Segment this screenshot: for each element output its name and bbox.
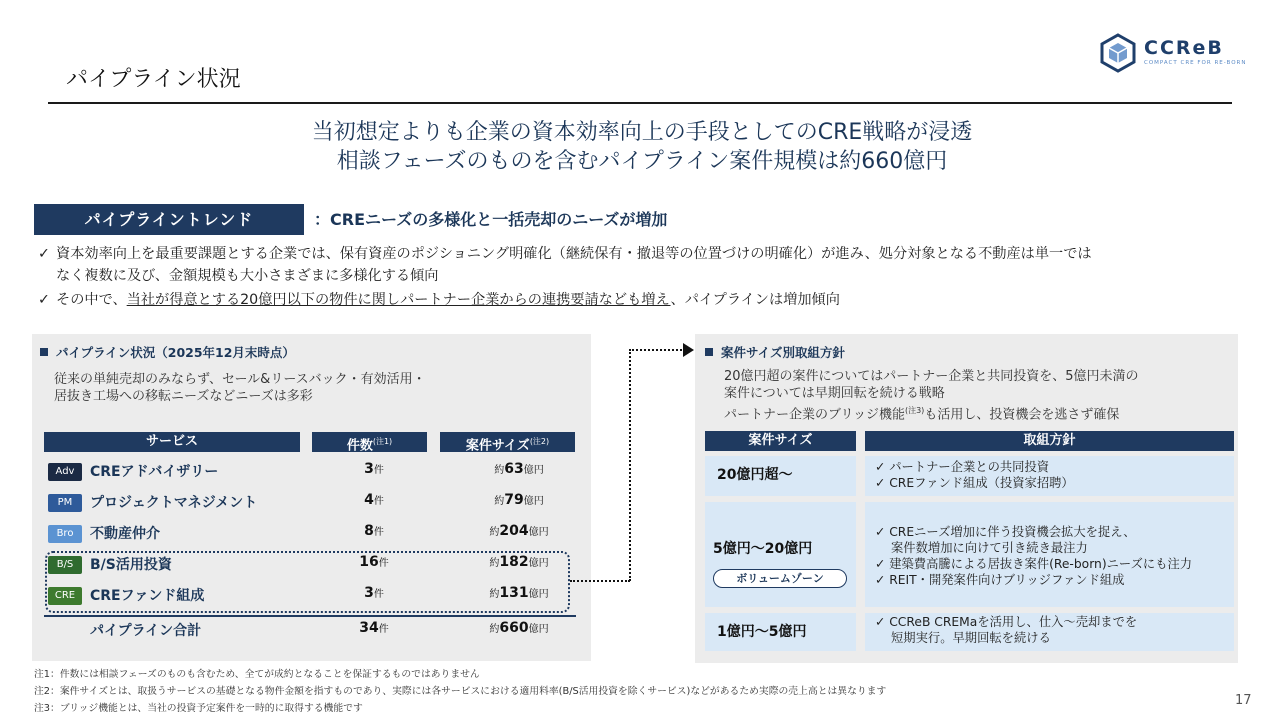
page-title: パイプライン状況 <box>66 67 241 92</box>
size-cell-mid: 5億円〜20億円 <box>705 502 856 607</box>
pipeline-desc-line-2: 居抜き工場への移転ニーズなどニーズは多彩 <box>54 389 313 404</box>
cube-icon <box>1100 33 1136 73</box>
footnote-1: 注1：件数には相談フェーズのものも含むため、全てが成約となることを保証するものではありません <box>34 669 480 680</box>
header-service: サービス <box>44 432 300 452</box>
arrow-right-icon <box>683 343 694 357</box>
logo-subtitle: COMPACT CRE FOR RE-BORN <box>1144 60 1247 66</box>
case-count: 3件 <box>364 585 384 601</box>
policy-cell-mid: ✓ CREニーズ増加に伴う投資機会拡大を捉え、 案件数増加に向けて引き続き最注力 ✓ 建築費高騰による居抜き案件(Re-born)ニーズにも注力 ✓ REIT・開発案件向けブリッジファンド組成 <box>865 502 1234 607</box>
connector-line <box>629 349 631 581</box>
service-badge: CRE <box>48 587 82 605</box>
check-icon: ✓ <box>38 292 50 308</box>
policy-desc-line-1: 20億円超の案件についてはパートナー企業と共同投資を、5億円未満の <box>724 369 1139 384</box>
highlight-dotted-box <box>45 551 570 613</box>
case-size: 約79億円 <box>494 492 544 508</box>
case-size: 約131億円 <box>489 585 549 601</box>
case-size: 約63億円 <box>494 461 544 477</box>
headline-line-1: 当初想定よりも企業の資本効率向上の手段としてのCRE戦略が浸透 <box>311 120 973 145</box>
case-size: 約182億円 <box>489 554 549 570</box>
trend-bullet-2-suffix: 、パイプラインは増加傾向 <box>670 292 840 308</box>
company-logo <box>1100 33 1247 73</box>
title-divider <box>48 102 1232 104</box>
pipeline-row <box>44 458 576 488</box>
policy-cell-small: ✓ CCReB CREMaを活用し、仕入〜売却までを 短期実行。早期回転を続ける <box>865 613 1234 651</box>
policy-desc-line-3: パートナー企業のブリッジ機能$^{(注3)}$も活用し、投資機会を逃さず確保 <box>724 406 1120 423</box>
trend-title: ：CREニーズの多様化と一括売却のニーズが増加 <box>314 210 668 229</box>
case-count: 3件 <box>364 461 384 477</box>
total-count: 34件 <box>359 620 389 636</box>
pipeline-total-row <box>44 617 576 647</box>
headline <box>0 118 1280 176</box>
service-name: CREファンド組成 <box>90 588 205 604</box>
footnote-3: 注3：ブリッジ機能とは、当社の投資予定案件を一時的に取得する機能です <box>34 703 363 714</box>
service-badge: Bro <box>48 525 82 543</box>
policy-cell-large: ✓ パートナー企業との共同投資 ✓ CREファンド組成（投資家招聘） <box>865 456 1234 496</box>
policy-desc-line-2: 案件については早期回転を続ける戦略 <box>724 386 945 401</box>
logo-text: CCReB <box>1144 37 1224 59</box>
check-icon: ✓ <box>38 246 50 262</box>
header-size: 案件サイズ$^{(注2)}$ <box>440 432 575 452</box>
header-policy: 取組方針 <box>865 431 1234 451</box>
pipeline-row <box>44 520 576 550</box>
service-name: CREアドバイザリー <box>90 464 219 480</box>
policy-description <box>724 368 1139 423</box>
pipeline-heading: パイプライン状況（2025年12月末時点） <box>40 343 295 361</box>
footnote-2: 注2：案件サイズとは、取扱うサービスの基礎となる物件金額を指すものであり、実際には各サービスにおける適用料率(B/S活用投資を除くサービス)などがあるため実際の売上高とは異なります <box>34 686 887 697</box>
trend-label: パイプライントレンド <box>34 204 304 235</box>
trend-bullet-2-prefix: その中で、 <box>56 292 127 308</box>
trend-bullet-2-underlined: 当社が得意とする20億円以下の物件に関しパートナー企業からの連携要請なども増え <box>126 292 671 308</box>
trend-bullet-2 <box>38 289 840 311</box>
headline-line-2: 相談フェーズのものを含むパイプライン案件規模は約660億円 <box>336 149 948 174</box>
case-count: 4件 <box>364 492 384 508</box>
size-cell-large: 20億円超〜 <box>705 456 856 496</box>
case-count: 16件 <box>359 554 389 570</box>
trend-bullet-1-line-2: なく複数に及び、金額規模も大小さまざまに多様化する傾向 <box>56 268 439 284</box>
connector-line <box>570 580 630 582</box>
total-label: パイプライン合計 <box>90 623 202 639</box>
pipeline-description <box>54 371 426 405</box>
total-size: 約660億円 <box>489 620 549 636</box>
size-cell-small: 1億円〜5億円 <box>705 613 856 651</box>
page-number: 17 <box>1235 693 1252 708</box>
square-bullet-icon <box>40 348 48 356</box>
service-badge: Adv <box>48 463 82 481</box>
connector-line <box>629 349 685 351</box>
case-size: 約204億円 <box>489 523 549 539</box>
pipeline-row <box>44 489 576 519</box>
volume-zone-badge: ボリュームゾーン <box>713 569 847 588</box>
trend-bullet-1-line-1: 資本効率向上を最重要課題とする企業では、保有資産のポジショニング明確化（継続保有・撤退等の位置づけの明確化）が進み、処分対象となる不動産は単一では <box>56 246 1092 262</box>
pipeline-desc-line-1: 従来の単純売却のみならず、セール&リースバック・有効活用・ <box>54 372 426 387</box>
policy-heading: 案件サイズ別取組方針 <box>705 343 845 361</box>
square-bullet-icon <box>705 348 713 356</box>
trend-bullet-1 <box>38 243 1238 287</box>
header-count: 件数$^{(注1)}$ <box>312 432 427 452</box>
header-case-size: 案件サイズ <box>705 431 856 451</box>
service-badge: PM <box>48 494 82 512</box>
service-badge: B/S <box>48 556 82 574</box>
case-count: 8件 <box>364 523 384 539</box>
service-name: 不動産仲介 <box>90 526 160 542</box>
service-name: B/S活用投資 <box>90 557 172 573</box>
service-name: プロジェクトマネジメント <box>90 495 258 511</box>
